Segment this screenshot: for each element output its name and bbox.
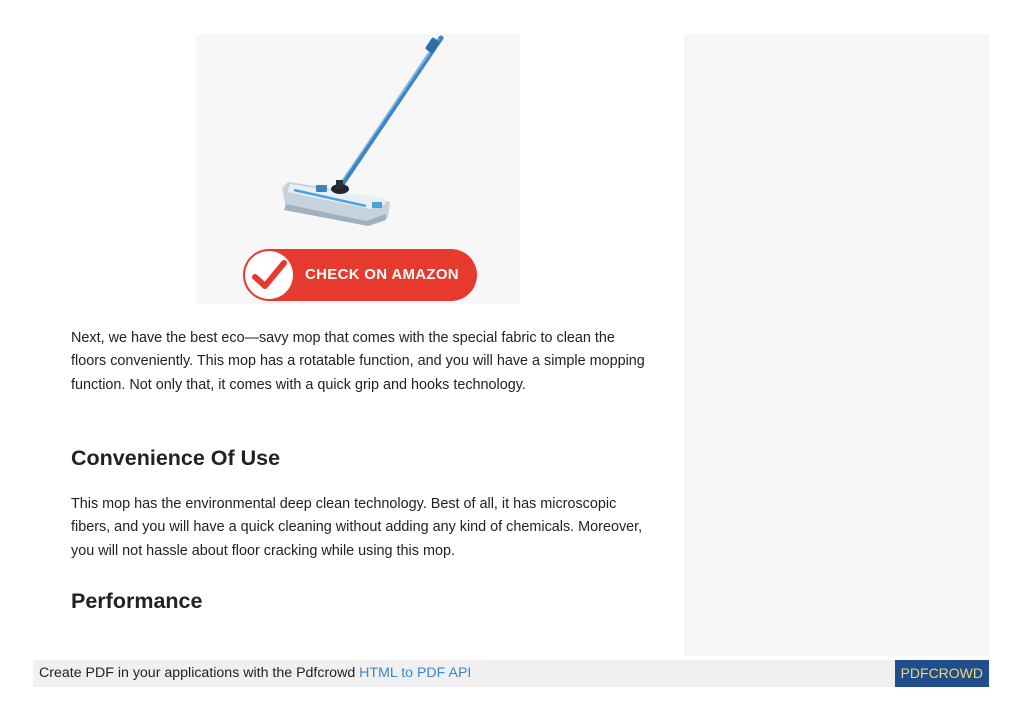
heading-convenience-of-use: Convenience Of Use [71, 446, 281, 470]
heading-performance: Performance [71, 589, 203, 613]
html-to-pdf-api-link[interactable]: HTML to PDF API [359, 665, 472, 681]
footer-message [39, 660, 471, 687]
pdf-footer [33, 660, 989, 687]
pdfcrowd-brand-link[interactable]: PDFCROWD [895, 660, 989, 687]
footer-text: Create PDF in your applications with the Pdfcrowd [39, 665, 360, 681]
check-on-amazon-button[interactable] [243, 249, 477, 301]
intro-paragraph: Next, we have the best eco—savy mop that comes with the special fabric to clean the floors conveniently. This mop has a rotatable function, and you will have a simple mopping function. Not only that, it comes with a quick grip and hooks technology. [71, 330, 645, 393]
sidebar-placeholder [684, 34, 989, 656]
check-on-amazon-label: CHECK ON AMAZON [305, 266, 459, 283]
convenience-paragraph: This mop has the environmental deep clean technology. Best of all, it has microscopic fibers, and you will have a quick cleaning without adding any kind of chemicals. Moreover, you will not hassle about floor cracking while using this mop. [71, 496, 643, 559]
mop-image [196, 34, 520, 239]
checkmark-icon [245, 251, 293, 299]
product-image-box [196, 34, 520, 304]
